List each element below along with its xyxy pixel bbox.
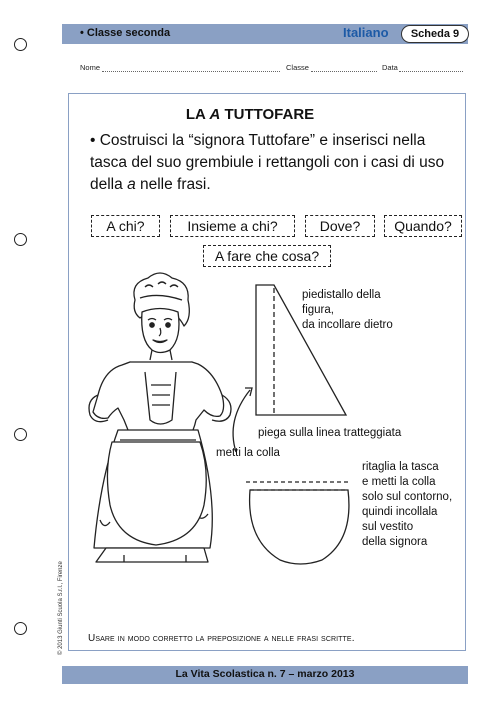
pocket-template[interactable] xyxy=(246,482,350,564)
class-label: • Classe seconda xyxy=(80,27,171,39)
class-field-label: Classe xyxy=(286,63,309,72)
sheet-badge: Scheda 9 xyxy=(401,25,469,43)
pocket-note: ritaglia la tasca e metti la colla solo sul contorno, quindi incollala sul vestito della signora xyxy=(362,461,453,548)
instructions-text-2: nelle frasi. xyxy=(135,176,211,193)
bottom-note: Usare in modo corretto la preposizione a nelle frasi scritte. xyxy=(88,633,355,644)
copyright: © 2013 Giunti Scuola S.r.l., Firenze xyxy=(58,561,64,655)
card-quando[interactable]: Quando? xyxy=(384,215,462,237)
card-dove[interactable]: Dove? xyxy=(305,215,375,237)
signora-tuttofare-figure[interactable] xyxy=(89,273,231,562)
subject-label: Italiano xyxy=(343,25,389,40)
footer-text: La Vita Scolastica n. 7 – marzo 2013 xyxy=(175,668,355,680)
title-part-2: TUTTOFARE xyxy=(220,106,315,123)
title-part-a: A xyxy=(209,106,221,123)
fold-arrow-icon xyxy=(233,388,252,452)
pedestal-note: piedistallo della figura, da incollare dietro xyxy=(302,289,393,331)
card-a-chi[interactable]: A chi? xyxy=(91,215,160,237)
card-insieme-a-chi[interactable]: Insieme a chi? xyxy=(170,215,295,237)
name-label: Nome xyxy=(80,63,101,72)
title-part-1: LA xyxy=(185,106,210,123)
fold-note: piega sulla linea tratteggiata xyxy=(258,427,402,439)
card-a-fare-che-cosa[interactable]: A fare che cosa? xyxy=(203,245,331,267)
instructions-a: a xyxy=(127,176,136,193)
date-label: Data xyxy=(382,63,398,72)
glue-note: metti la colla xyxy=(216,447,280,459)
instructions-text-1: • Costruisci la “signora Tuttofare” e inserisci nella tasca del suo grembiule i rettangoli con i casi di uso della xyxy=(90,132,445,193)
